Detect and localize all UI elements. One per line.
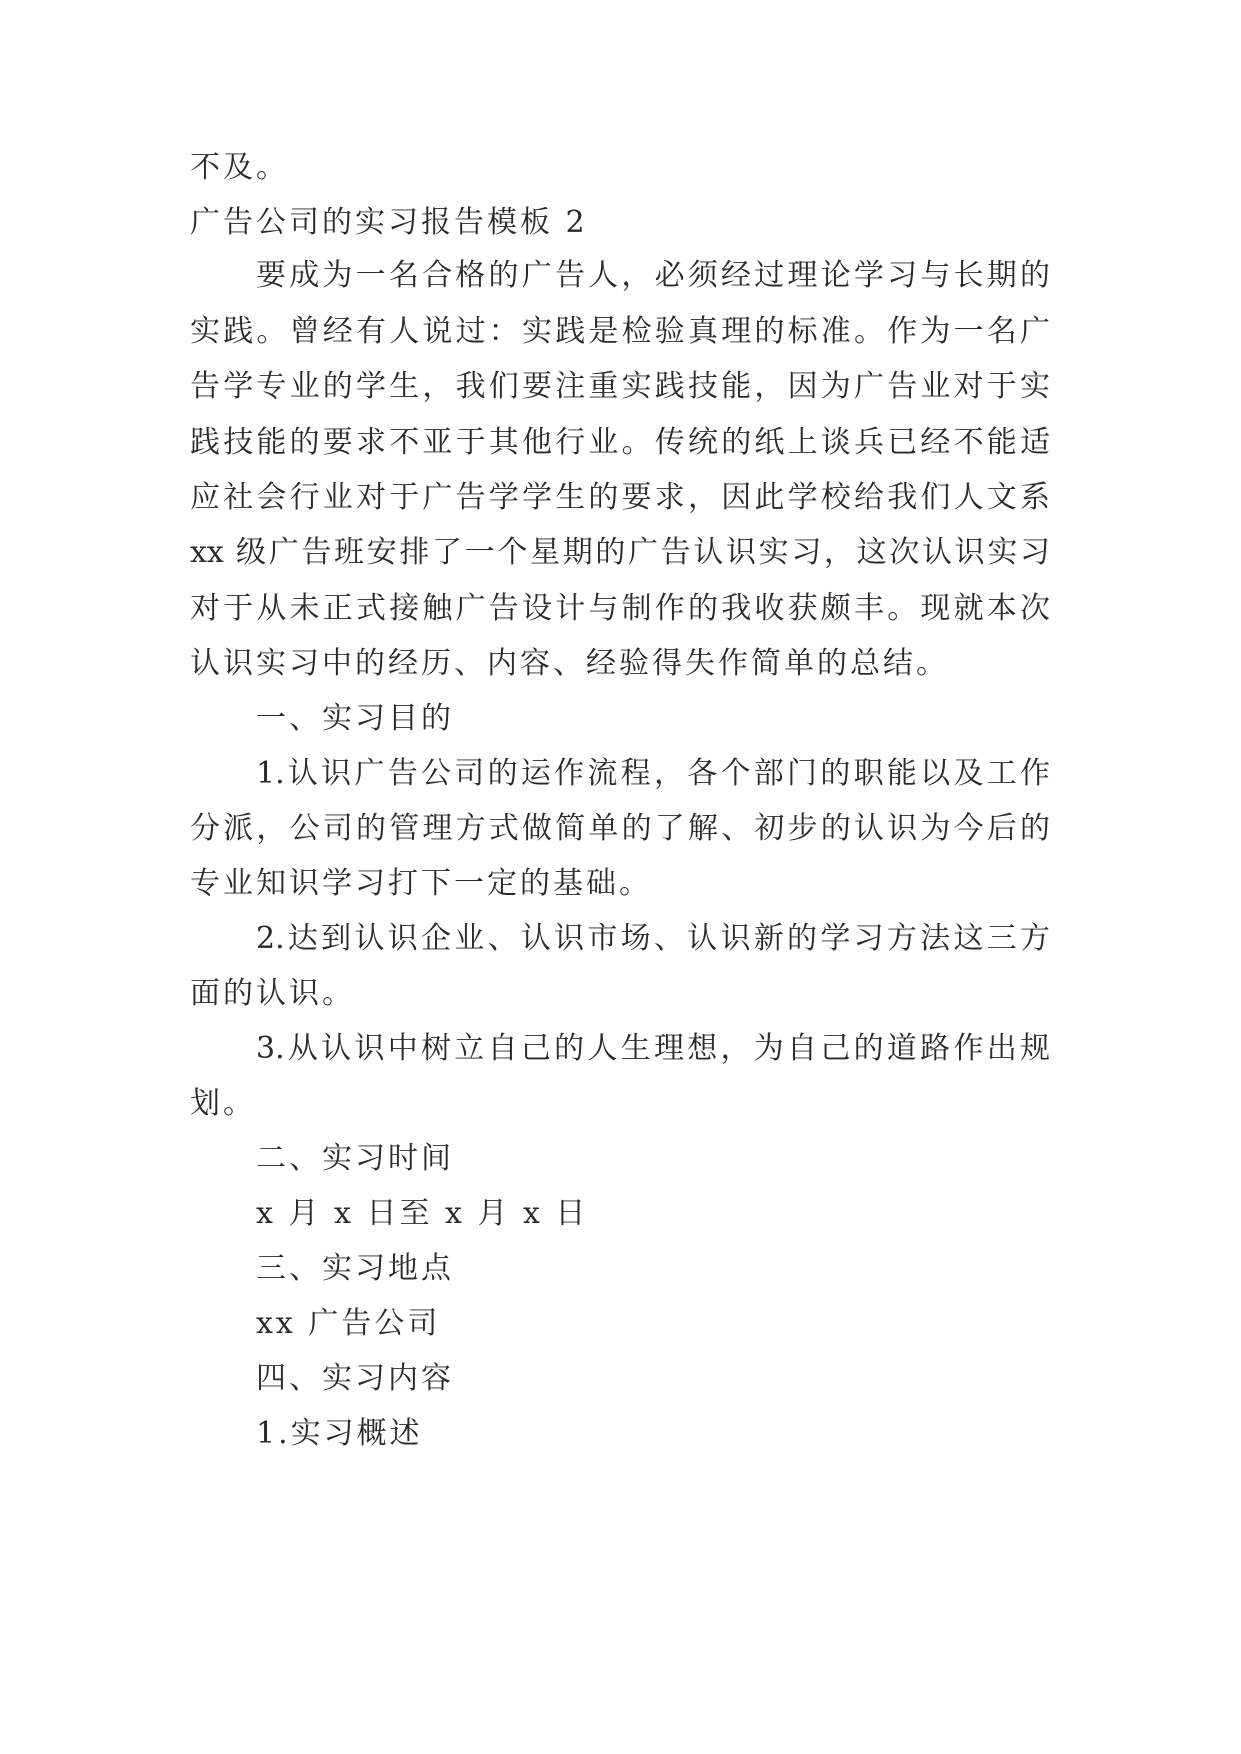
list-item-line: 2.达到认识企业、认识市场、认识新的学习方法这三方 — [256, 921, 1050, 956]
paragraph-line: 应社会行业对于广告学学生的要求，因此学校给我们人文系 — [190, 480, 1050, 515]
section-title: 广告公司的实习报告模板 2 — [190, 205, 588, 240]
heading-location: 三、实习地点 — [256, 1251, 454, 1286]
list-item-line: 专业知识学习打下一定的基础。 — [190, 866, 652, 901]
heading-time: 二、实习时间 — [256, 1141, 454, 1176]
list-item-line: 划。 — [190, 1086, 256, 1121]
text-line-continuation: 不及。 — [190, 150, 289, 185]
paragraph-line: 要成为一名合格的广告人，必须经过理论学习与长期的 — [256, 258, 1050, 293]
list-item-line: 分派，公司的管理方式做简单的了解、初步的认识为今后的 — [190, 811, 1050, 846]
paragraph-line: 对于从未正式接触广告设计与制作的我收获颇丰。现就本次 — [190, 591, 1050, 626]
paragraph-line: 认识实习中的经历、内容、经验得失作简单的总结。 — [190, 646, 949, 681]
list-item-line: 3.从认识中树立自己的人生理想，为自己的道路作出规 — [256, 1031, 1050, 1066]
paragraph-line: 践技能的要求不亚于其他行业。传统的纸上谈兵已经不能适 — [190, 425, 1050, 460]
list-item-line: 1.认识广告公司的运作流程，各个部门的职能以及工作 — [256, 756, 1050, 791]
list-item-line: 面的认识。 — [190, 976, 355, 1011]
heading-purpose: 一、实习目的 — [256, 701, 454, 736]
subheading-overview: 1.实习概述 — [256, 1416, 423, 1451]
location-value: xx 广告公司 — [256, 1306, 441, 1341]
heading-content: 四、实习内容 — [256, 1361, 454, 1396]
paragraph-line: 告学专业的学生，我们要注重实践技能，因为广告业对于实 — [190, 369, 1050, 404]
paragraph-line: xx 级广告班安排了一个星期的广告认识实习，这次认识实习 — [190, 535, 1050, 570]
paragraph-line: 实践。曾经有人说过：实践是检验真理的标准。作为一名广 — [190, 314, 1050, 349]
time-value: x 月 x 日至 x 月 x 日 — [256, 1196, 589, 1231]
